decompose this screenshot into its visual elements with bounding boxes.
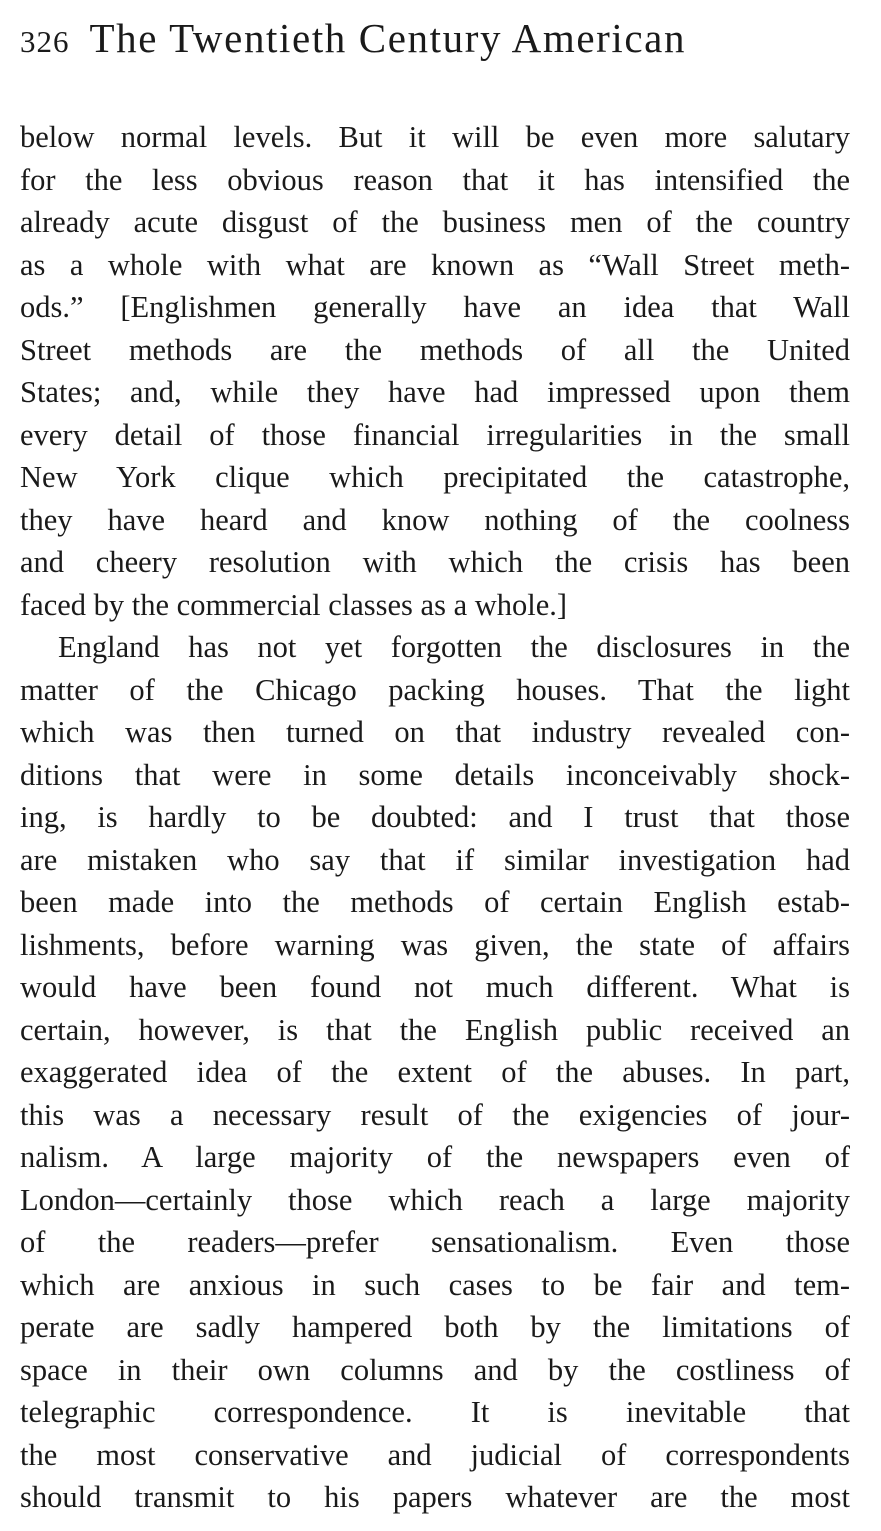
text-line: below normal levels. But it will be even more salutary <box>20 120 850 154</box>
text-line: already acute disgust of the business men of the country <box>20 205 850 239</box>
text-line: certain, however, is that the English public received an <box>20 1012 850 1047</box>
text-line: lishments, before warning was given, the state of affairs <box>20 927 850 962</box>
text-line: ditions that were in some details inconceivably shock- <box>20 757 850 792</box>
text-line: every detail of those financial irregularities in the small <box>20 417 850 452</box>
text-line: as a whole with what are known as “Wall Street meth- <box>20 247 850 282</box>
text-line: ods.” [Englishmen generally have an idea that Wall <box>20 290 850 324</box>
text-line: for the less obvious reason that it has intensified the <box>20 162 850 197</box>
text-line: States; and, while they have had impressed upon them <box>20 375 850 409</box>
text-line: the most conservative and judicial of correspondents <box>20 1437 850 1472</box>
text-line: of the readers—prefer sensationalism. Even those <box>20 1225 850 1259</box>
text-line: been made into the methods of certain English estab- <box>20 885 850 919</box>
text-line: matter of the Chicago packing houses. That the light <box>20 672 850 707</box>
text-line: and cheery resolution with which the crisis has been <box>20 545 850 579</box>
text-line: exaggerated idea of the extent of the abuses. In part, <box>20 1055 850 1089</box>
text-line: would have been found not much different. What is <box>20 970 850 1004</box>
text-line: this was a necessary result of the exigencies of jour- <box>20 1097 850 1132</box>
text-line: nalism. A large majority of the newspapers even of <box>20 1140 850 1174</box>
text-line: Street methods are the methods of all the United <box>20 332 850 367</box>
paragraph-end-line: faced by the commercial classes as a whole.] <box>20 587 568 622</box>
text-line: telegraphic correspondence. It is inevitable that <box>20 1395 850 1429</box>
text-line: ing, is hardly to be doubted: and I trust that those <box>20 800 850 834</box>
text-line: should transmit to his papers whatever are the most <box>20 1480 850 1514</box>
text-line: London—certainly those which reach a large majority <box>20 1182 850 1217</box>
running-title: The Twentieth Century American <box>89 15 687 61</box>
page-header <box>20 14 850 72</box>
text-line: which was then turned on that industry revealed con- <box>20 715 850 749</box>
text-line: are mistaken who say that if similar investigation had <box>20 842 850 877</box>
paragraph-start-line: England has not yet forgotten the disclosures in the <box>58 630 850 664</box>
body-text <box>20 116 850 1519</box>
book-page <box>20 14 850 1519</box>
text-line: New York clique which precipitated the catastrophe, <box>20 460 850 494</box>
text-line: they have heard and know nothing of the coolness <box>20 502 850 537</box>
text-line: which are anxious in such cases to be fair and tem- <box>20 1267 850 1302</box>
text-line: perate are sadly hampered both by the limitations of <box>20 1310 850 1344</box>
page-number: 326 <box>20 24 70 59</box>
text-line: space in their own columns and by the costliness of <box>20 1352 850 1387</box>
